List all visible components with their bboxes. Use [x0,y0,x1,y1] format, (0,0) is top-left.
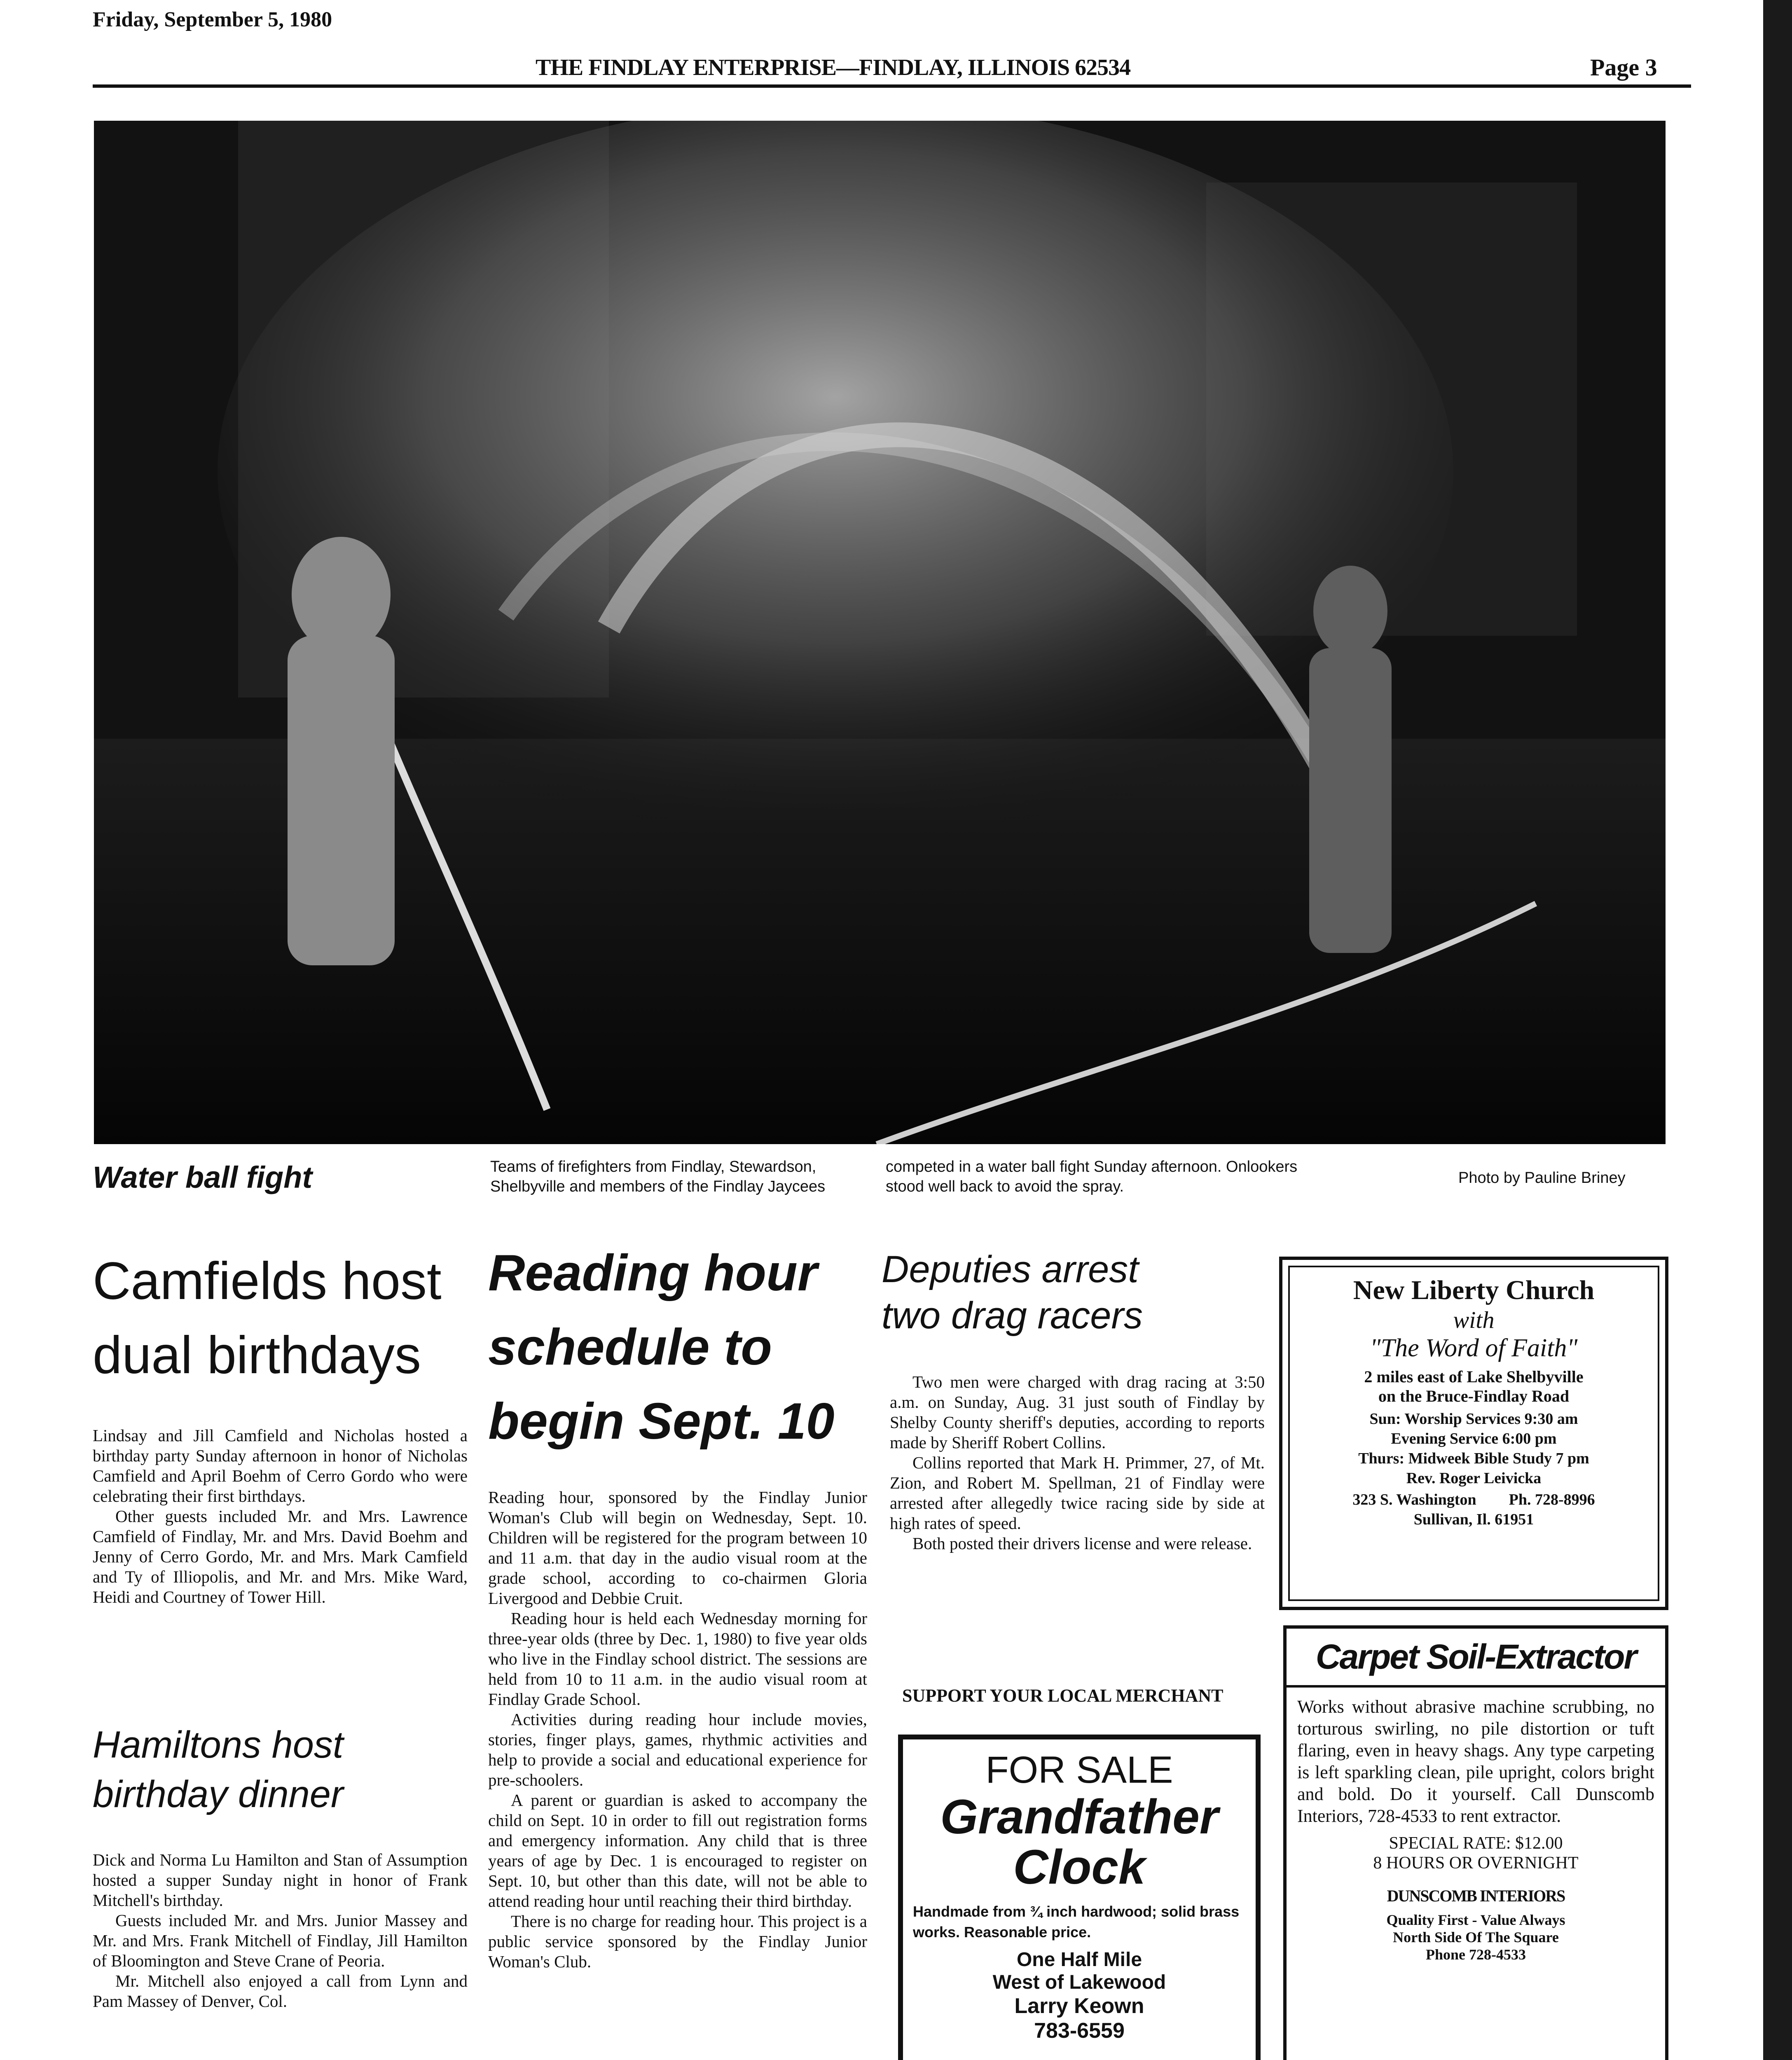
camfields-body [93,1426,468,1607]
church-name: New Liberty Church [1353,1275,1595,1305]
reading-headline-3: begin Sept. 10 [488,1393,835,1450]
church-with: with [1453,1306,1495,1333]
carpet-phone: Phone 728-4533 [1426,1946,1526,1963]
reading-para-2: Reading hour is held each Wednesday morning for three-year olds (three by Dec. 1, 1980) to five year olds who live in the Findlay school district. The sessions are held from 10 to 11 a.m. in the audio visual room at Findlay Grade School. [488,1609,867,1709]
church-phone: Ph. 728-8996 [1509,1491,1595,1508]
photo-credit: Photo by Pauline Briney [1458,1169,1626,1187]
church-directions-1: 2 miles east of Lake Shelbyville [1364,1367,1584,1386]
carpet-hours: 8 HOURS OR OVERNIGHT [1373,1854,1579,1873]
carpet-ad [1283,1625,1668,2060]
reading-para-3: Activities during reading hour include movies, stories, finger plays, games, rhythmic activities and help to provide a social and educational experience for pre-schoolers. [488,1710,867,1789]
church-evening: Evening Service 6:00 pm [1391,1430,1557,1447]
deputies-para-2: Collins reported that Mark H. Primmer, 27, of Mt. Zion, and Robert M. Spellman, 21 of Findlay were arrested after allegedly twice racing side by side at high rates of speed. [890,1453,1265,1533]
clock-desc: Handmade from ¾ inch hardwood; solid brass works. Reasonable price. [913,1903,1240,1941]
deputies-headline-1: Deputies arrest [882,1248,1139,1290]
hamiltons-para-1: Dick and Norma Lu Hamilton and Stan of Assumption hosted a supper Sunday night in honor of Frank Mitchell's birthday. [93,1850,468,1910]
reading-para-5: There is no charge for reading hour. This project is a public service sponsored by the Findlay Junior Woman's Club. [488,1912,867,1971]
photo-title: Water ball fight [93,1160,313,1194]
clock-title-1: Grandfather [940,1790,1219,1844]
clock-loc-2: West of Lakewood [992,1971,1166,1993]
carpet-location: North Side Of The Square [1393,1929,1559,1945]
carpet-body: Works without abrasive machine scrubbing, no torturous swirling, no pile distortion or tuft flaring, even in heavy shags. Any type carpeting is left sparkling clean, pile upright, colors bright and bold. Do it yourself. Call Dunscomb Interiors, 728-4533 to rent extractor. [1297,1697,1654,1826]
masthead-date: Friday, September 5, 1980 [93,8,332,31]
carpet-tagline: Quality First - Value Always [1386,1912,1565,1928]
church-slogan: "The Word of Faith" [1370,1334,1578,1362]
clock-title-2: Clock [1013,1840,1146,1894]
camfields-para-1: Lindsay and Jill Camfield and Nicholas hosted a birthday party Sunday afternoon in honor of Nicholas Camfield and April Boehm of Cerro Gordo who were celebrating their first birthdays. [93,1426,468,1505]
clock-name: Larry Keown [1014,1994,1144,2018]
clock-loc-1: One Half Mile [1016,1949,1142,1971]
masthead-rule [93,84,1691,88]
carpet-title-rule [1287,1685,1665,1688]
camfields-headline-2: dual birthdays [93,1326,421,1385]
reading-headline-2: schedule to [488,1319,772,1376]
church-sun: Sun: Worship Services 9:30 am [1369,1410,1578,1428]
reading-body [488,1487,867,1972]
church-thurs: Thurs: Midweek Bible Study 7 pm [1358,1450,1589,1467]
masthead-page: Page 3 [1590,54,1657,81]
reading-headline-1: Reading hour [488,1245,818,1302]
carpet-rate: SPECIAL RATE: $12.00 [1389,1834,1563,1853]
deputies-para-3: Both posted their drivers license and were release. [912,1534,1252,1553]
camfields-para-2: Other guests included Mr. and Mrs. Lawrence Camfield of Findlay, Mr. and Mrs. David Boehm and Jenny of Cerro Gordo, Mr. and Mrs. Mark Camfield and Ty of Illiopolis, and Mr. and Mrs. Mike Ward, Heidi and Courtney of Tower Hill. [93,1507,468,1606]
church-city: Sullivan, Il. 61951 [1413,1511,1534,1528]
masthead-paper: THE FINDLAY ENTERPRISE—FINDLAY, ILLINOIS 62534 [536,55,1131,80]
deputies-headline-2: two drag racers [882,1295,1143,1337]
clock-phone: 783-6559 [1034,2019,1125,2043]
deputies-body [890,1372,1265,1554]
carpet-title: Carpet Soil-Extractor [1315,1637,1636,1676]
hamiltons-para-3: Mr. Mitchell also enjoyed a call from Lynn and Pam Massey of Denver, Col. [93,1971,468,2011]
water-fight-photo [94,121,1666,1144]
camfields-headline-1: Camfields host [93,1252,442,1311]
church-rev: Rev. Roger Leivicka [1406,1470,1542,1487]
hamiltons-body [93,1850,468,2011]
reading-para-4: A parent or guardian is asked to accompany the child on Sept. 10 in order to fill out registration forms and emergency information. Any child that is three years of age by Dec. 1 is encouraged to register on Sept. 10, but other than this date, will not be able to attend reading hour until reaching their third birthday. [488,1791,867,1910]
carpet-company: DUNSCOMB INTERIORS [1387,1887,1565,1905]
photo-caption-2: competed in a water ball fight Sunday afternoon. Onlookers stood well back to avoid the spray. [886,1158,1298,1195]
church-address-row [1282,1491,1665,1509]
deputies-headline [882,1246,1269,1339]
hamiltons-para-2: Guests included Mr. and Mrs. Junior Massey and Mr. and Mrs. Frank Mitchell of Findlay, Jill Hamilton of Bloomington and Steve Crane of Peoria. [93,1911,468,1970]
camfields-headline [93,1244,476,1393]
scan-edge [1763,0,1792,2060]
clock-for-sale: FOR SALE [985,1749,1173,1791]
photo-illustration [94,121,1666,1144]
reading-headline [488,1236,884,1458]
hamiltons-headline-1: Hamiltons host [93,1724,344,1766]
church-directions-2: on the Bruce-Findlay Road [1378,1387,1570,1405]
clock-ad [898,1735,1261,2060]
church-ad [1279,1257,1668,1610]
deputies-para-1: Two men were charged with drag racing at 3:50 a.m. on Sunday, Aug. 31 just south of Findlay by Shelby County sheriff's deputies, according to reports made by Sheriff Robert Collins. [890,1372,1265,1452]
reading-para-1: Reading hour, sponsored by the Findlay Junior Woman's Club will begin on Wednesday, Sept. 10. Children will be registered for the program between 10 and 11 a.m. that day in the audio visual room at the grade school, according to co-chairmen Gloria Livergood and Debbie Cruit. [488,1488,867,1608]
hamiltons-headline-2: birthday dinner [93,1773,344,1815]
church-address: 323 S. Washington [1352,1491,1476,1508]
photo-caption-1: Teams of firefighters from Findlay, Stewardson, Shelbyville and members of the Findlay Jaycees [490,1158,826,1195]
support-merchant: SUPPORT YOUR LOCAL MERCHANT [902,1685,1224,1706]
hamiltons-headline [93,1720,476,1819]
